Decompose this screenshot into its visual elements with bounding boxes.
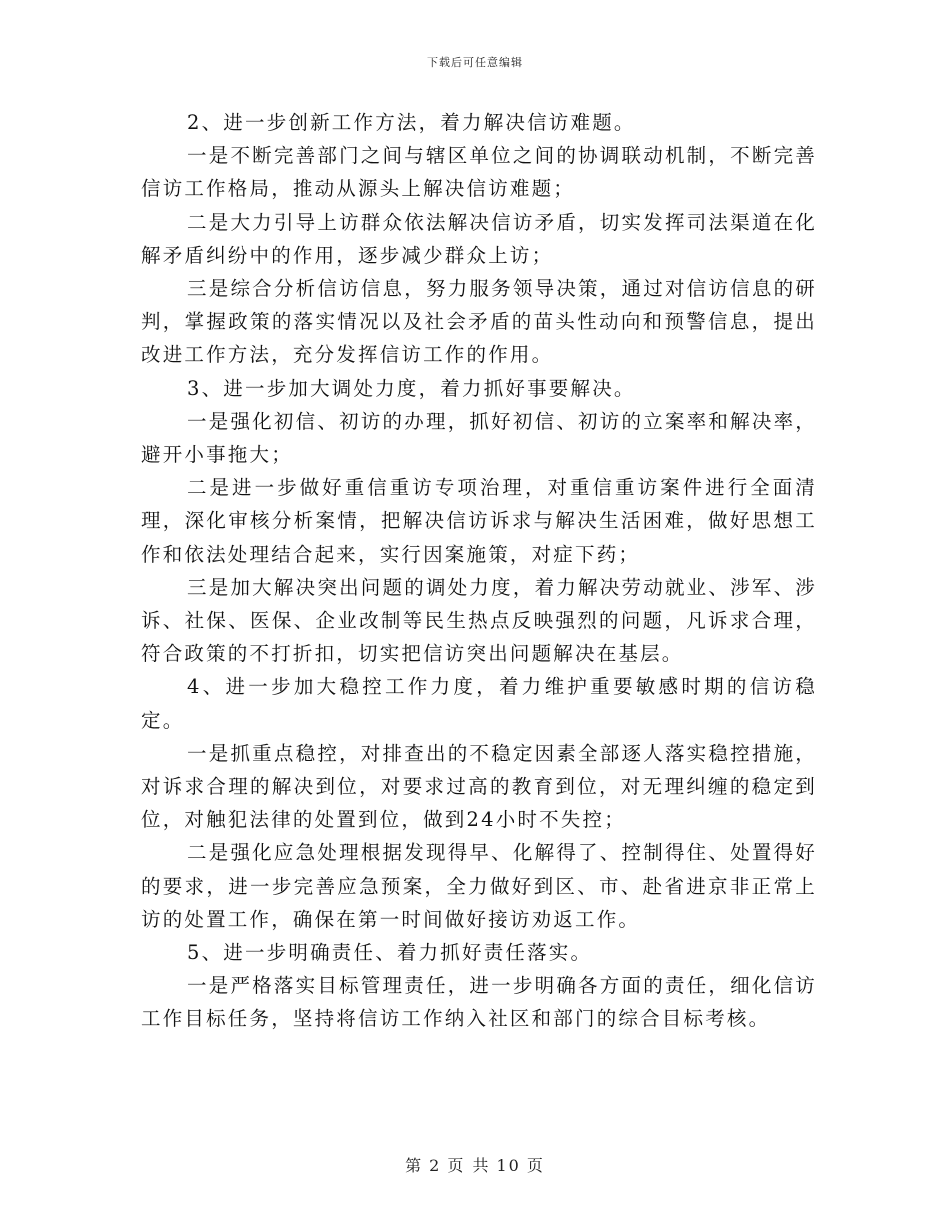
- document-body: [141, 106, 817, 1036]
- paragraph: 2、进一步创新工作方法，着力解决信访难题。: [187, 111, 636, 134]
- paragraph: 三是加大解决突出问题的调处力度，着力解决劳动就业、涉军、涉诉、社保、医保、企业改制等民生热点反映强烈的问题，凡诉求合理，符合政策的不打折扣，切实把信访突出问题解决在基层。: [141, 575, 817, 666]
- current-page-number: 2: [429, 1156, 442, 1175]
- paragraph: 三是综合分析信访信息，努力服务领导决策，通过对信访信息的研判，掌握政策的落实情况以及社会矛盾的苗头性动向和预警信息，提出改进工作方法，充分发挥信访工作的作用。: [141, 277, 817, 367]
- paragraph: 3、进一步加大调处力度，着力抓好事要解决。: [187, 376, 636, 400]
- page-footer: [0, 1153, 950, 1176]
- footer-suffix: 页: [526, 1156, 545, 1175]
- paragraph: 一是强化初信、初访的办理，抓好初信、初访的立案率和解决率，避开小事拖大；: [141, 409, 817, 467]
- footer-prefix: 第: [405, 1156, 424, 1175]
- total-pages-number: 10: [496, 1156, 521, 1175]
- paragraph: 5、进一步明确责任、着力抓好责任落实。: [187, 941, 593, 965]
- paragraph: 一是严格落实目标管理责任，进一步明确各方面的责任，细化信访工作目标任务，坚持将信访工作纳入社区和部门的综合目标考核。: [141, 974, 817, 1031]
- paragraph: 一是抓重点稳控，对排查出的不稳定因素全部逐人落实稳控措施，对诉求合理的解决到位，对要求过高的教育到位，对无理纠缠的稳定到位，对触犯法律的处置到位，做到24小时不失控；: [141, 741, 817, 832]
- paragraph: 一是不断完善部门之间与辖区单位之间的协调联动机制，不断完善信访工作格局，推动从源头上解决信访难题；: [141, 144, 817, 201]
- paragraph: 二是大力引导上访群众依法解决信访矛盾，切实发挥司法渠道在化解矛盾纠纷中的作用，逐步减少群众上访；: [141, 210, 817, 267]
- paragraph: 二是进一步做好重信重访专项治理，对重信重访案件进行全面清理，深化审核分析案情，把解决信访诉求与解决生活困难，做好思想工作和依法处理结合起来，实行因案施策，对症下药；: [141, 476, 817, 566]
- page-header: 下载后可任意编辑: [427, 56, 523, 69]
- paragraph: 二是强化应急处理根据发现得早、化解得了、控制得住、处置得好的要求，进一步完善应急预案，全力做好到区、市、赴省进京非正常上访的处置工作，确保在第一时间做好接访劝返工作。: [141, 841, 817, 931]
- footer-middle: 页 共: [447, 1156, 491, 1175]
- paragraph: 4、进一步加大稳控工作力度，着力维护重要敏感时期的信访稳定。: [141, 675, 817, 732]
